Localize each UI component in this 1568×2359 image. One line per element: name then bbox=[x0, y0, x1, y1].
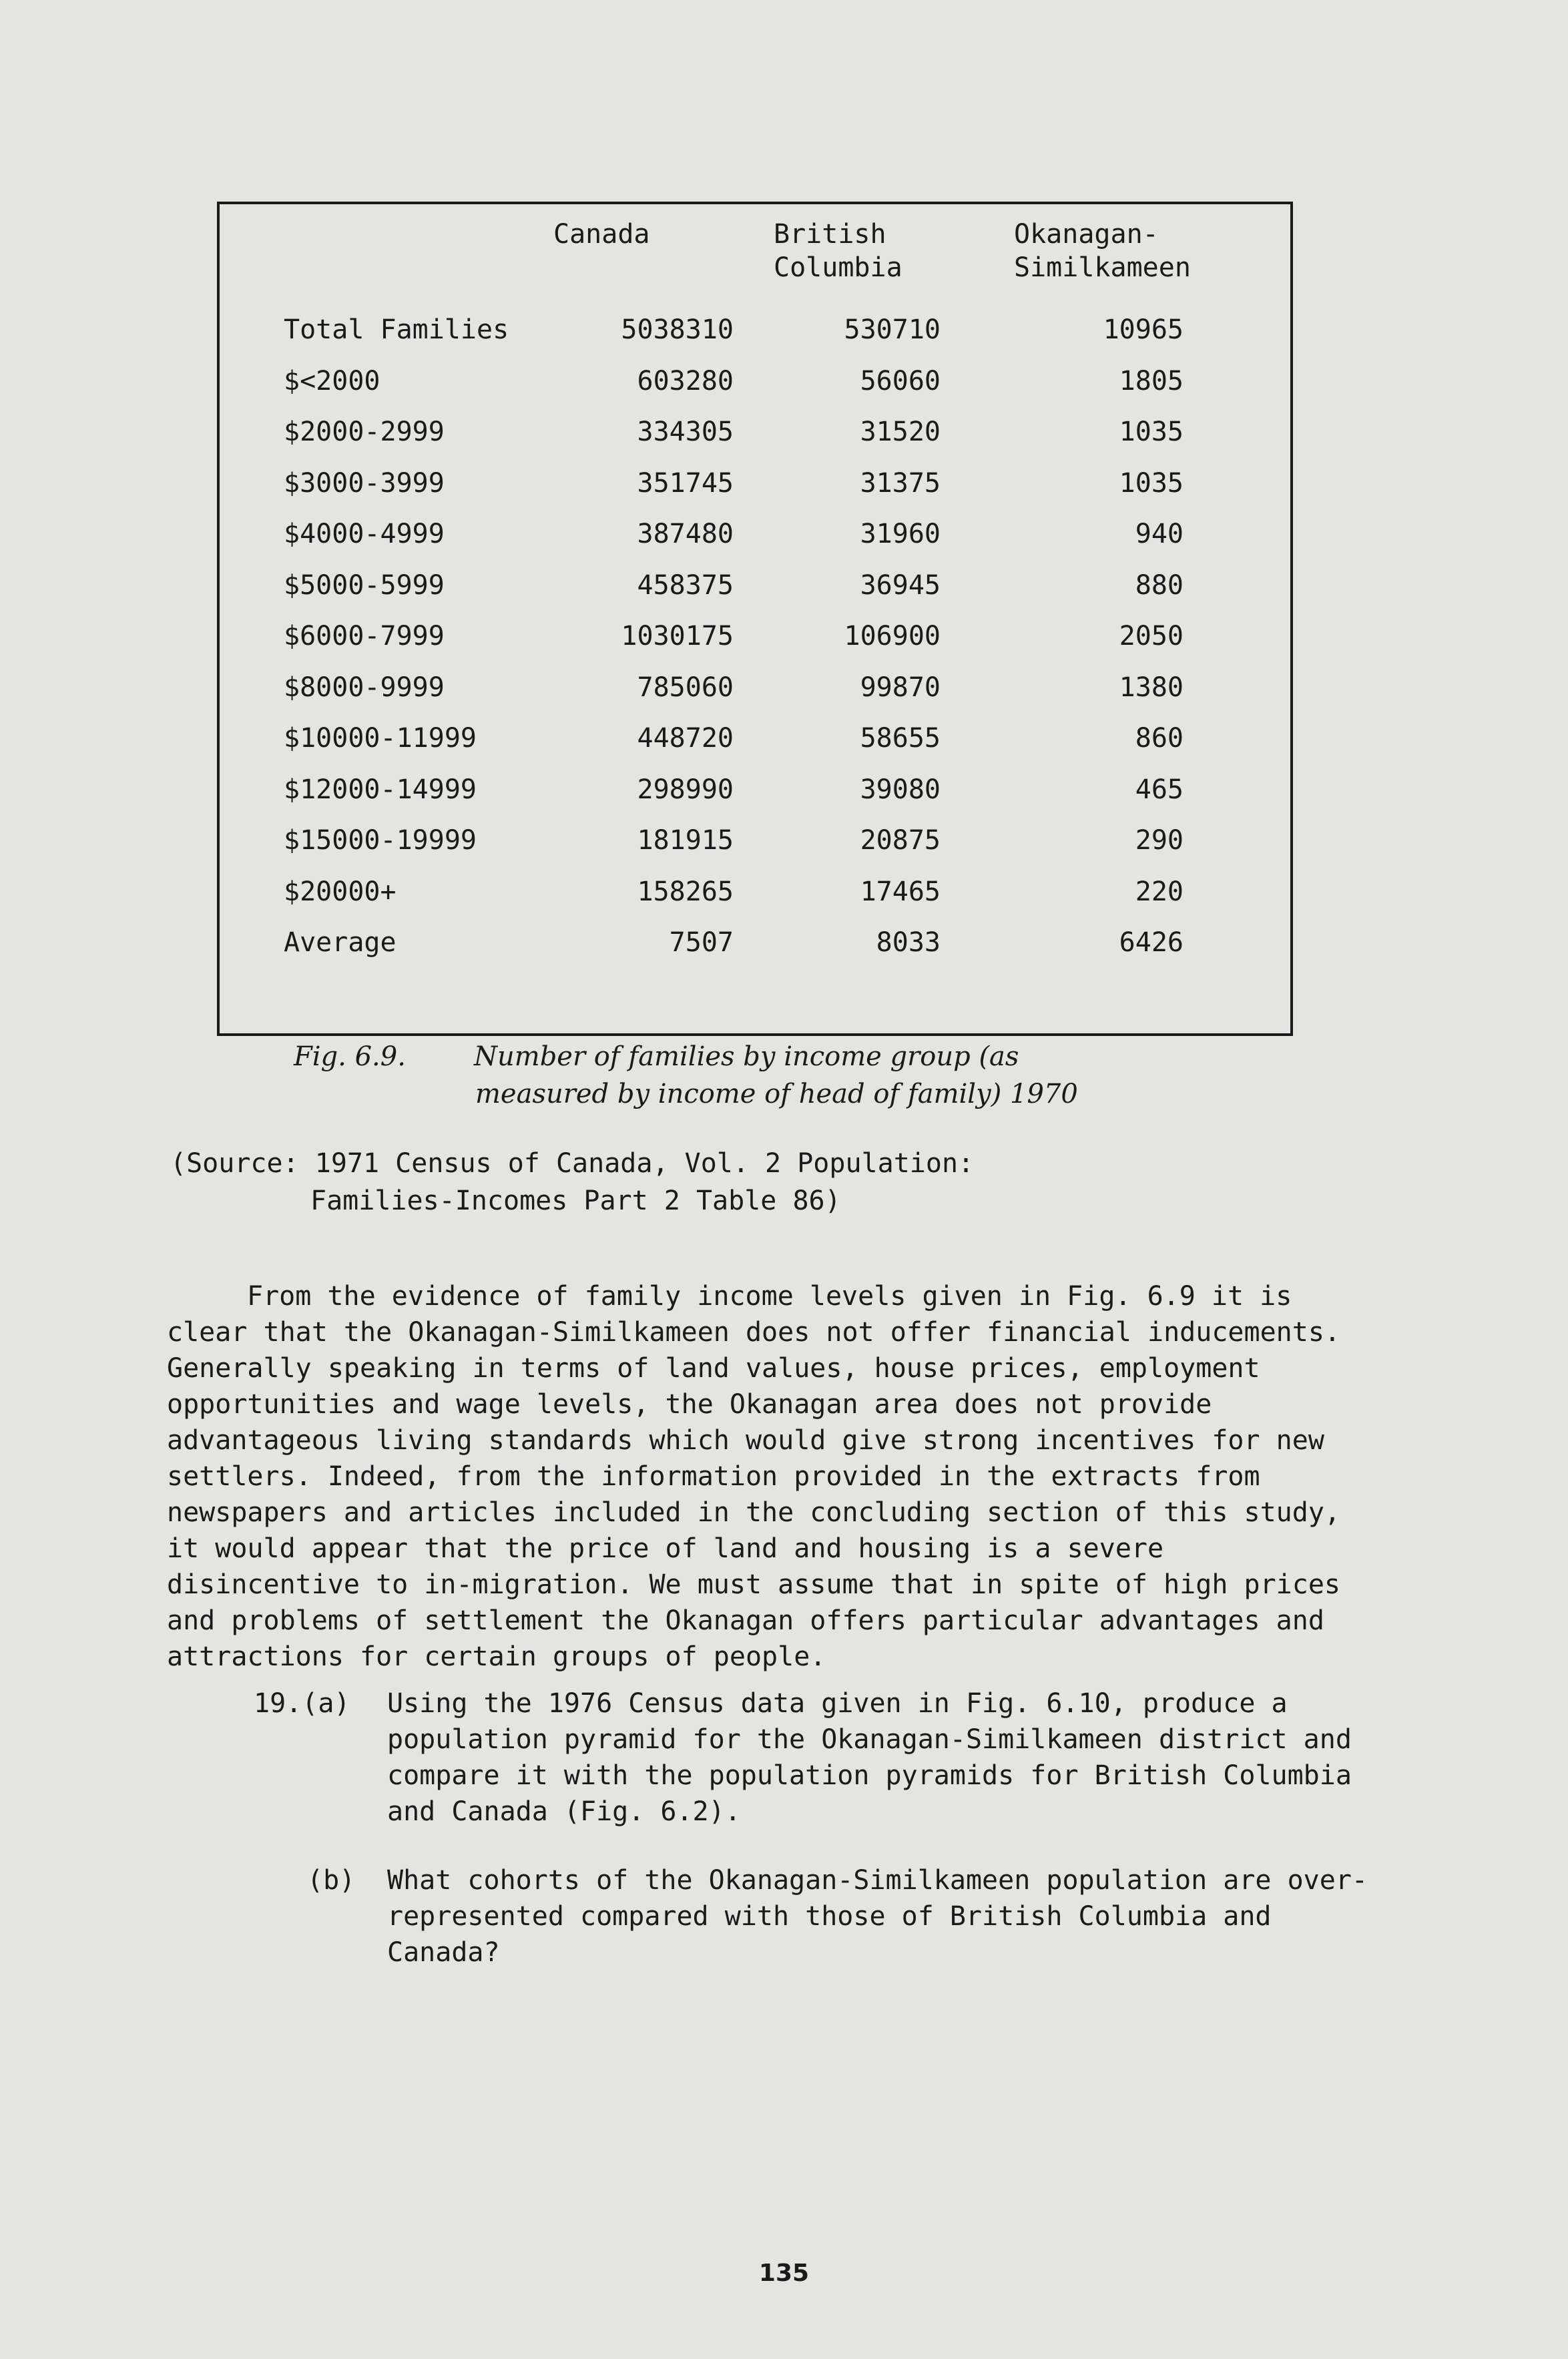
cell-os: 6426 bbox=[1119, 927, 1184, 959]
row-label: $10000-11999 bbox=[284, 723, 477, 754]
income-table bbox=[220, 204, 1290, 969]
cell-os: 860 bbox=[1135, 723, 1184, 754]
header-os: Okanagan- Similkameen bbox=[1014, 219, 1191, 283]
row-label: $<2000 bbox=[284, 365, 380, 397]
row-label: $15000-19999 bbox=[284, 825, 477, 856]
cell-bc: 8033 bbox=[876, 927, 941, 959]
cell-bc: 36945 bbox=[860, 569, 941, 601]
cell-os: 1035 bbox=[1119, 467, 1184, 499]
cell-os: 940 bbox=[1135, 519, 1184, 550]
caption-line-1: Number of families by income group (as bbox=[474, 1041, 1019, 1072]
cell-bc: 31375 bbox=[860, 467, 941, 499]
row-label: Average bbox=[284, 927, 397, 959]
cell-bc: 530710 bbox=[844, 314, 941, 346]
page-number: 135 bbox=[758, 2260, 810, 2287]
header-canada: Canada bbox=[553, 219, 650, 250]
cell-bc: 17465 bbox=[860, 876, 941, 907]
cell-canada: 603280 bbox=[637, 365, 734, 397]
cell-os: 880 bbox=[1135, 569, 1184, 601]
question-19b-text: What cohorts of the Okanagan-Similkameen population are over-represented compared with those of British Columbia and Canada? bbox=[387, 1865, 1368, 1968]
cell-canada: 298990 bbox=[637, 774, 734, 805]
cell-canada: 448720 bbox=[637, 723, 734, 754]
table-row bbox=[220, 356, 1290, 407]
table-row bbox=[220, 815, 1290, 866]
cell-os: 220 bbox=[1135, 876, 1184, 907]
cell-canada: 5038310 bbox=[621, 314, 734, 346]
cell-canada: 181915 bbox=[637, 825, 734, 856]
table-row bbox=[220, 662, 1290, 714]
table-row bbox=[220, 509, 1290, 560]
row-label: $5000-5999 bbox=[284, 569, 445, 601]
cell-canada: 1030175 bbox=[621, 621, 734, 652]
cell-os: 290 bbox=[1135, 825, 1184, 856]
header-bc: British Columbia bbox=[774, 219, 902, 283]
cell-canada: 7507 bbox=[669, 927, 734, 959]
row-label: $6000-7999 bbox=[284, 621, 445, 652]
row-label: $4000-4999 bbox=[284, 519, 445, 550]
income-table-frame bbox=[217, 202, 1293, 1036]
cell-os: 1380 bbox=[1119, 672, 1184, 703]
cell-os: 2050 bbox=[1119, 621, 1184, 652]
row-label: $2000-2999 bbox=[284, 417, 445, 448]
cell-canada: 785060 bbox=[637, 672, 734, 703]
cell-bc: 56060 bbox=[860, 365, 941, 397]
body-text bbox=[167, 1278, 1368, 1675]
cell-bc: 31960 bbox=[860, 519, 941, 550]
row-label: $20000+ bbox=[284, 876, 397, 907]
row-label: Total Families bbox=[284, 314, 509, 346]
cell-canada: 351745 bbox=[637, 467, 734, 499]
table-row bbox=[220, 458, 1290, 509]
cell-bc: 39080 bbox=[860, 774, 941, 805]
cell-os: 465 bbox=[1135, 774, 1184, 805]
cell-bc: 20875 bbox=[860, 825, 941, 856]
source-line-2: Families-Incomes Part 2 Table 86) bbox=[310, 1186, 841, 1216]
cell-canada: 334305 bbox=[637, 417, 734, 448]
question-19a-label: 19.(a) bbox=[254, 1688, 350, 1719]
cell-bc: 58655 bbox=[860, 723, 941, 754]
cell-canada: 158265 bbox=[637, 876, 734, 907]
table-row bbox=[220, 713, 1290, 764]
cell-bc: 106900 bbox=[844, 621, 941, 652]
table-header-row bbox=[220, 204, 1290, 304]
body-paragraph: From the evidence of family income levels given in Fig. 6.9 it is clear that the Okanagan-Similkameen does not offer financial inducements. Generally speaking in terms of land values, house prices, employment opportunities and wage levels, the Okanagan area does not provide advantageous living standards which would give strong incentives for new settlers. Indeed, from the information provided in the extracts from newspapers and articles included in the concluding section of this study, it would appear that the price of land and housing is a severe disincentive to in-migration. We must assume that in spite of high prices and problems of settlement the Okanagan offers particular advantages and attractions for certain groups of people. bbox=[167, 1281, 1340, 1672]
question-19a-text: Using the 1976 Census data given in Fig. 6.10, produce a population pyramid for the Okanagan-Similkameen district and compare it with the population pyramids for British Columbia and Canada (Fig. 6.2). bbox=[387, 1688, 1352, 1827]
table-row bbox=[220, 611, 1290, 662]
header-empty bbox=[220, 204, 553, 304]
table-row bbox=[220, 560, 1290, 611]
source-note bbox=[170, 1145, 1372, 1220]
cell-bc: 99870 bbox=[860, 672, 941, 703]
table-row bbox=[220, 304, 1290, 356]
figure-caption bbox=[294, 1038, 1228, 1113]
source-line-1: (Source: 1971 Census of Canada, Vol. 2 Population: bbox=[170, 1148, 975, 1179]
row-label: $12000-14999 bbox=[284, 774, 477, 805]
cell-os: 1035 bbox=[1119, 417, 1184, 448]
row-label: $3000-3999 bbox=[284, 467, 445, 499]
figure-number: Fig. 6.9. bbox=[294, 1041, 406, 1072]
caption-line-2: measured by income of head of family) 1970 bbox=[475, 1079, 1078, 1109]
cell-os: 1805 bbox=[1119, 365, 1184, 397]
cell-os: 10965 bbox=[1103, 314, 1184, 346]
table-row bbox=[220, 407, 1290, 458]
row-label: $8000-9999 bbox=[284, 672, 445, 703]
cell-canada: 458375 bbox=[637, 569, 734, 601]
cell-canada: 387480 bbox=[637, 519, 734, 550]
question-19b-label: (b) bbox=[307, 1865, 356, 1896]
cell-bc: 31520 bbox=[860, 417, 941, 448]
table-row bbox=[220, 917, 1290, 969]
table-row bbox=[220, 764, 1290, 816]
table-row bbox=[220, 866, 1290, 918]
